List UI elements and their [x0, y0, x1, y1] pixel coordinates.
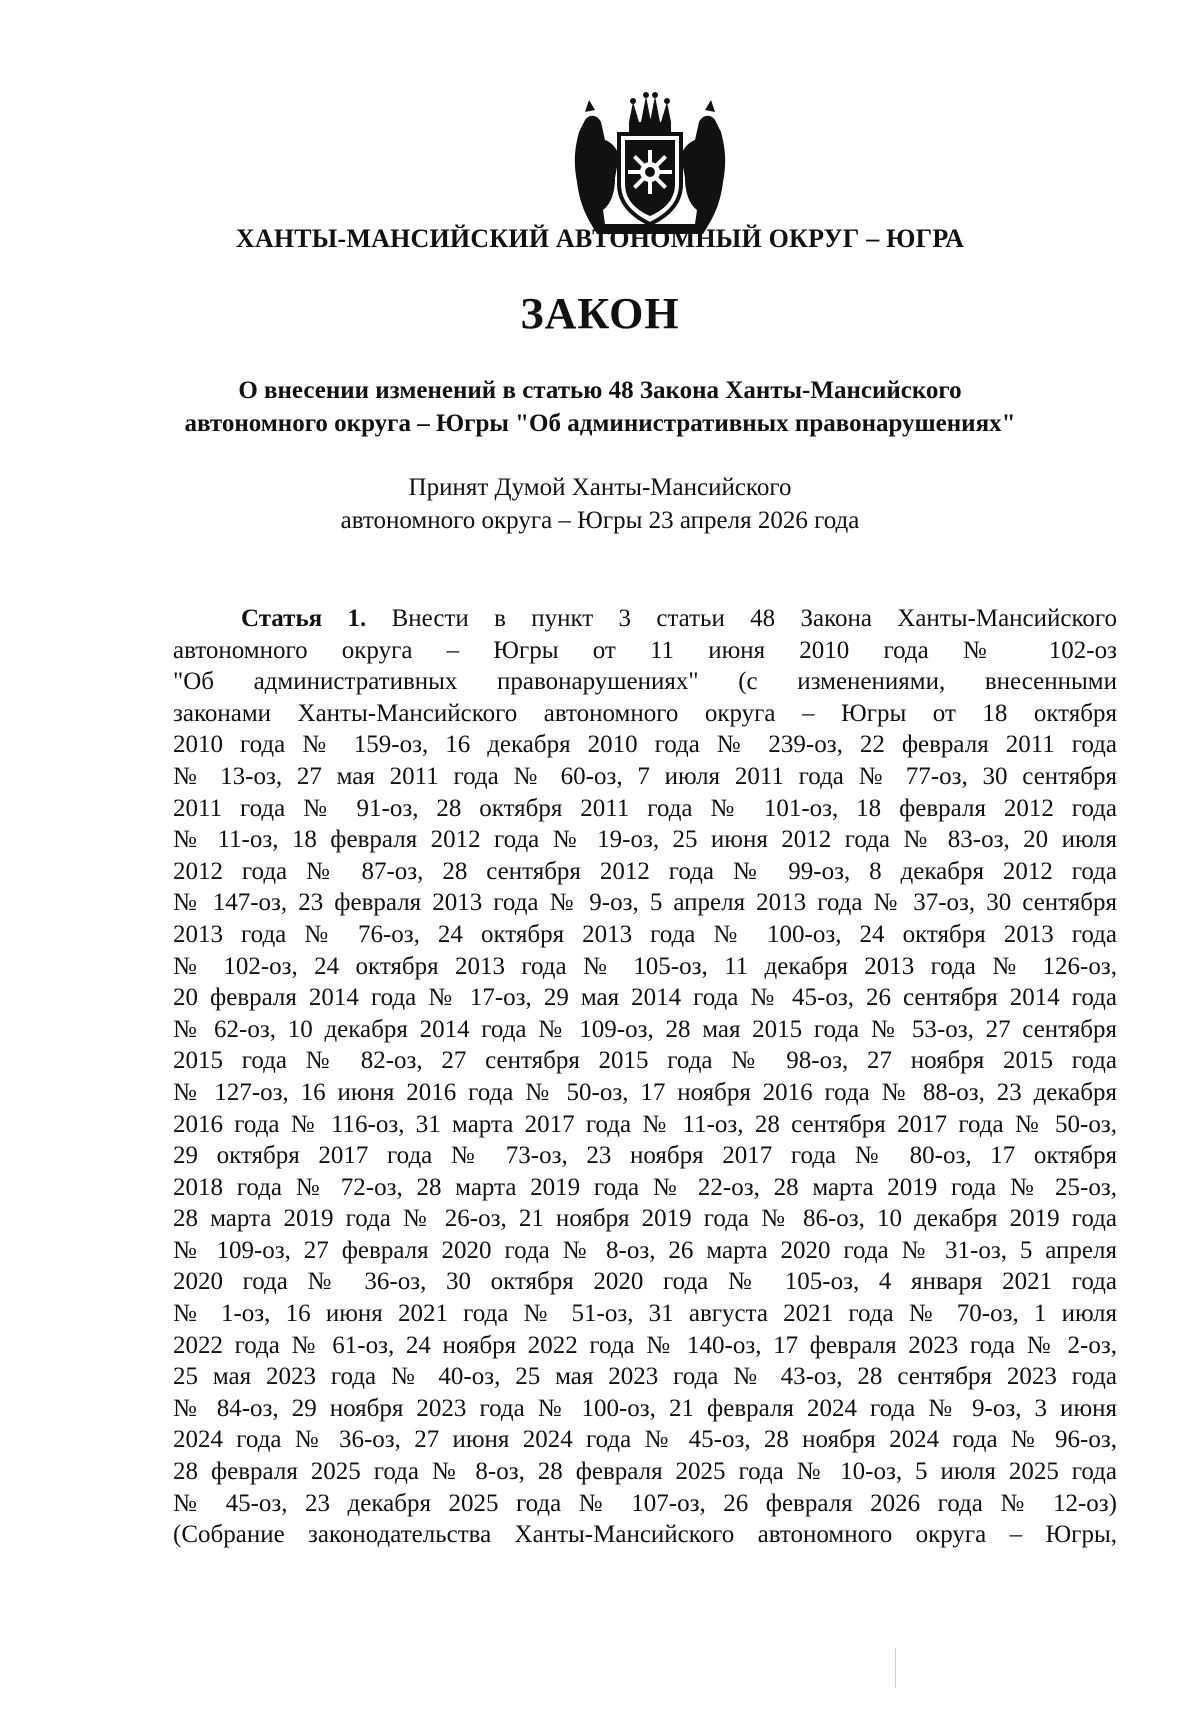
adoption-note-line: Принят Думой Ханты-Мансийского [408, 474, 792, 501]
article-first-line-text: Внести в пункт 3 статьи 48 Закона Ханты-Мансийского [391, 605, 1117, 632]
article-line: (Собрание законодательства Ханты-Мансийского автономного округа – Югры, [173, 1521, 1117, 1549]
article-line: 20 февраля 2014 года № 17-оз, 29 мая 2014 года № 45-оз, 26 сентября 2014 года [173, 984, 1117, 1012]
scan-artifact [895, 1648, 896, 1688]
article-line: № 102-оз, 24 октября 2013 года № 105-оз, 11 декабря 2013 года № 126-оз, [173, 952, 1117, 980]
article-line: 2018 года № 72-оз, 28 марта 2019 года № 22-оз, 28 марта 2019 года № 25-оз, [173, 1173, 1117, 1201]
article-line: "Об административных правонарушениях" (с изменениями, внесенными [173, 668, 1117, 696]
article-line: 2022 года № 61-оз, 24 ноября 2022 года № 140-оз, 17 февраля 2023 года № 2-оз, [173, 1331, 1117, 1359]
article-line: 2016 года № 116-оз, 31 марта 2017 года № 11-оз, 28 сентября 2017 года № 50-оз, [173, 1110, 1117, 1138]
article-line: 28 марта 2019 года № 26-оз, 21 ноября 2019 года № 86-оз, 10 декабря 2019 года [173, 1205, 1117, 1233]
law-title [120, 374, 1080, 440]
region-heading: ХАНТЫ-МАНСИЙСКИЙ АВТОНОМНЫЙ ОКРУГ – ЮГРА [235, 224, 965, 253]
article-line: 2024 года № 36-оз, 27 июня 2024 года № 45-оз, 28 ноября 2024 года № 96-оз, [173, 1426, 1117, 1454]
adoption-note [120, 471, 1080, 537]
article-line: № 1-оз, 16 июня 2021 года № 51-оз, 31 августа 2021 года № 70-оз, 1 июля [173, 1300, 1117, 1328]
article-line: 2010 года № 159-оз, 16 декабря 2010 года № 239-оз, 22 февраля 2011 года [173, 731, 1117, 759]
article-line: 28 февраля 2025 года № 8-оз, 28 февраля 2025 года № 10-оз, 5 июля 2025 года [173, 1458, 1117, 1486]
coat-of-arms-icon [571, 92, 729, 237]
article-line: 2015 года № 82-оз, 27 сентября 2015 года № 98-оз, 27 ноября 2015 года [173, 1047, 1117, 1075]
article-line: 2013 года № 76-оз, 24 октября 2013 года № 100-оз, 24 октября 2013 года [173, 920, 1117, 948]
article-label: Статья 1. [241, 605, 367, 632]
article-line: № 13-оз, 27 мая 2011 года № 60-оз, 7 июля 2011 года № 77-оз, 30 сентября [173, 762, 1117, 790]
article-line: № 109-оз, 27 февраля 2020 года № 8-оз, 26 марта 2020 года № 31-оз, 5 апреля [173, 1236, 1117, 1264]
article-line: № 11-оз, 18 февраля 2012 года № 19-оз, 25 июня 2012 года № 83-оз, 20 июля [173, 826, 1117, 854]
law-title-line: автономного округа – Югры "Об административных правонарушениях" [184, 410, 1016, 437]
article-line: № 62-оз, 10 декабря 2014 года № 109-оз, 28 мая 2015 года № 53-оз, 27 сентября [173, 1015, 1117, 1043]
article-1-text [173, 603, 1117, 1551]
law-title-line: О внесении изменений в статью 48 Закона Ханты-Мансийского [238, 377, 962, 404]
article-line: автономного округа – Югры от 11 июня 2010 года № 102-оз [173, 636, 1117, 664]
document-type-heading: ЗАКОН [520, 289, 680, 338]
adoption-note-line: автономного округа – Югры 23 апреля 2026 года [340, 507, 860, 534]
article-line: 2012 года № 87-оз, 28 сентября 2012 года № 99-оз, 8 декабря 2012 года [173, 857, 1117, 885]
article-line: № 127-оз, 16 июня 2016 года № 50-оз, 17 ноября 2016 года № 88-оз, 23 декабря [173, 1078, 1117, 1106]
article-first-line [173, 603, 1117, 635]
article-line: № 84-оз, 29 ноября 2023 года № 100-оз, 21 февраля 2024 года № 9-оз, 3 июня [173, 1394, 1117, 1422]
article-line: 25 мая 2023 года № 40-оз, 25 мая 2023 года № 43-оз, 28 сентября 2023 года [173, 1363, 1117, 1391]
article-line: законами Ханты-Мансийского автономного округа – Югры от 18 октября [173, 699, 1117, 727]
article-line: 2020 года № 36-оз, 30 октября 2020 года № 105-оз, 4 января 2021 года [173, 1268, 1117, 1296]
article-line: № 45-оз, 23 декабря 2025 года № 107-оз, 26 февраля 2026 года № 12-оз) [173, 1489, 1117, 1517]
article-line: 29 октября 2017 года № 73-оз, 23 ноября 2017 года № 80-оз, 17 октября [173, 1142, 1117, 1170]
article-line: № 147-оз, 23 февраля 2013 года № 9-оз, 5 апреля 2013 года № 37-оз, 30 сентября [173, 889, 1117, 917]
article-line: 2011 года № 91-оз, 28 октября 2011 года № 101-оз, 18 февраля 2012 года [173, 794, 1117, 822]
